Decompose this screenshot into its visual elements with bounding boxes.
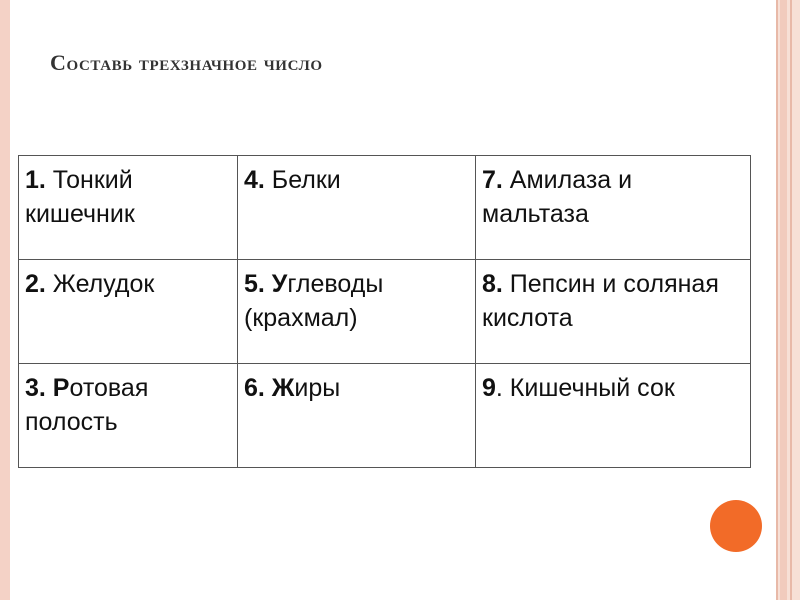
cell-number: 5. У xyxy=(244,270,288,298)
cell-number: 7. xyxy=(482,166,503,194)
left-decor-band xyxy=(0,0,10,600)
right-decor-band xyxy=(776,0,800,600)
cell-number: 3. Р xyxy=(25,374,70,402)
cell-text: Белки xyxy=(264,166,341,194)
table-row xyxy=(19,156,751,260)
cell-text: Желудок xyxy=(45,270,155,298)
cell-text: Тонкий кишечник xyxy=(25,166,135,228)
cell-text: отовая полость xyxy=(25,374,149,436)
cell-text: иры xyxy=(294,374,341,402)
table-cell xyxy=(19,260,238,364)
cell-number: 4. xyxy=(244,166,265,194)
slide-title: Составь трехзначное число xyxy=(50,50,323,75)
table-row xyxy=(19,364,751,468)
table-cell xyxy=(238,156,476,260)
cell-number: 1. xyxy=(25,166,46,194)
table-cell xyxy=(19,364,238,468)
table-cell xyxy=(476,260,751,364)
right-decor-line xyxy=(790,0,792,600)
cell-number: 2. xyxy=(25,270,46,298)
table-cell xyxy=(238,364,476,468)
cell-number: 9 xyxy=(482,374,496,402)
cell-text: Амилаза и мальтаза xyxy=(482,166,633,228)
table-cell xyxy=(476,156,751,260)
cell-number: 6. Ж xyxy=(244,374,295,402)
digestion-table xyxy=(18,155,751,468)
table-row xyxy=(19,260,751,364)
table-cell xyxy=(476,364,751,468)
cell-text: Пепсин и соляная кислота xyxy=(482,270,719,332)
accent-dot xyxy=(710,500,762,552)
table-cell xyxy=(238,260,476,364)
right-decor-line xyxy=(776,0,778,600)
cell-text: . Кишечный сок xyxy=(495,374,675,402)
table-cell xyxy=(19,156,238,260)
cell-number: 8. xyxy=(482,270,503,298)
cell-text: глеводы (крахмал) xyxy=(244,270,384,332)
right-decor-line xyxy=(780,0,787,600)
